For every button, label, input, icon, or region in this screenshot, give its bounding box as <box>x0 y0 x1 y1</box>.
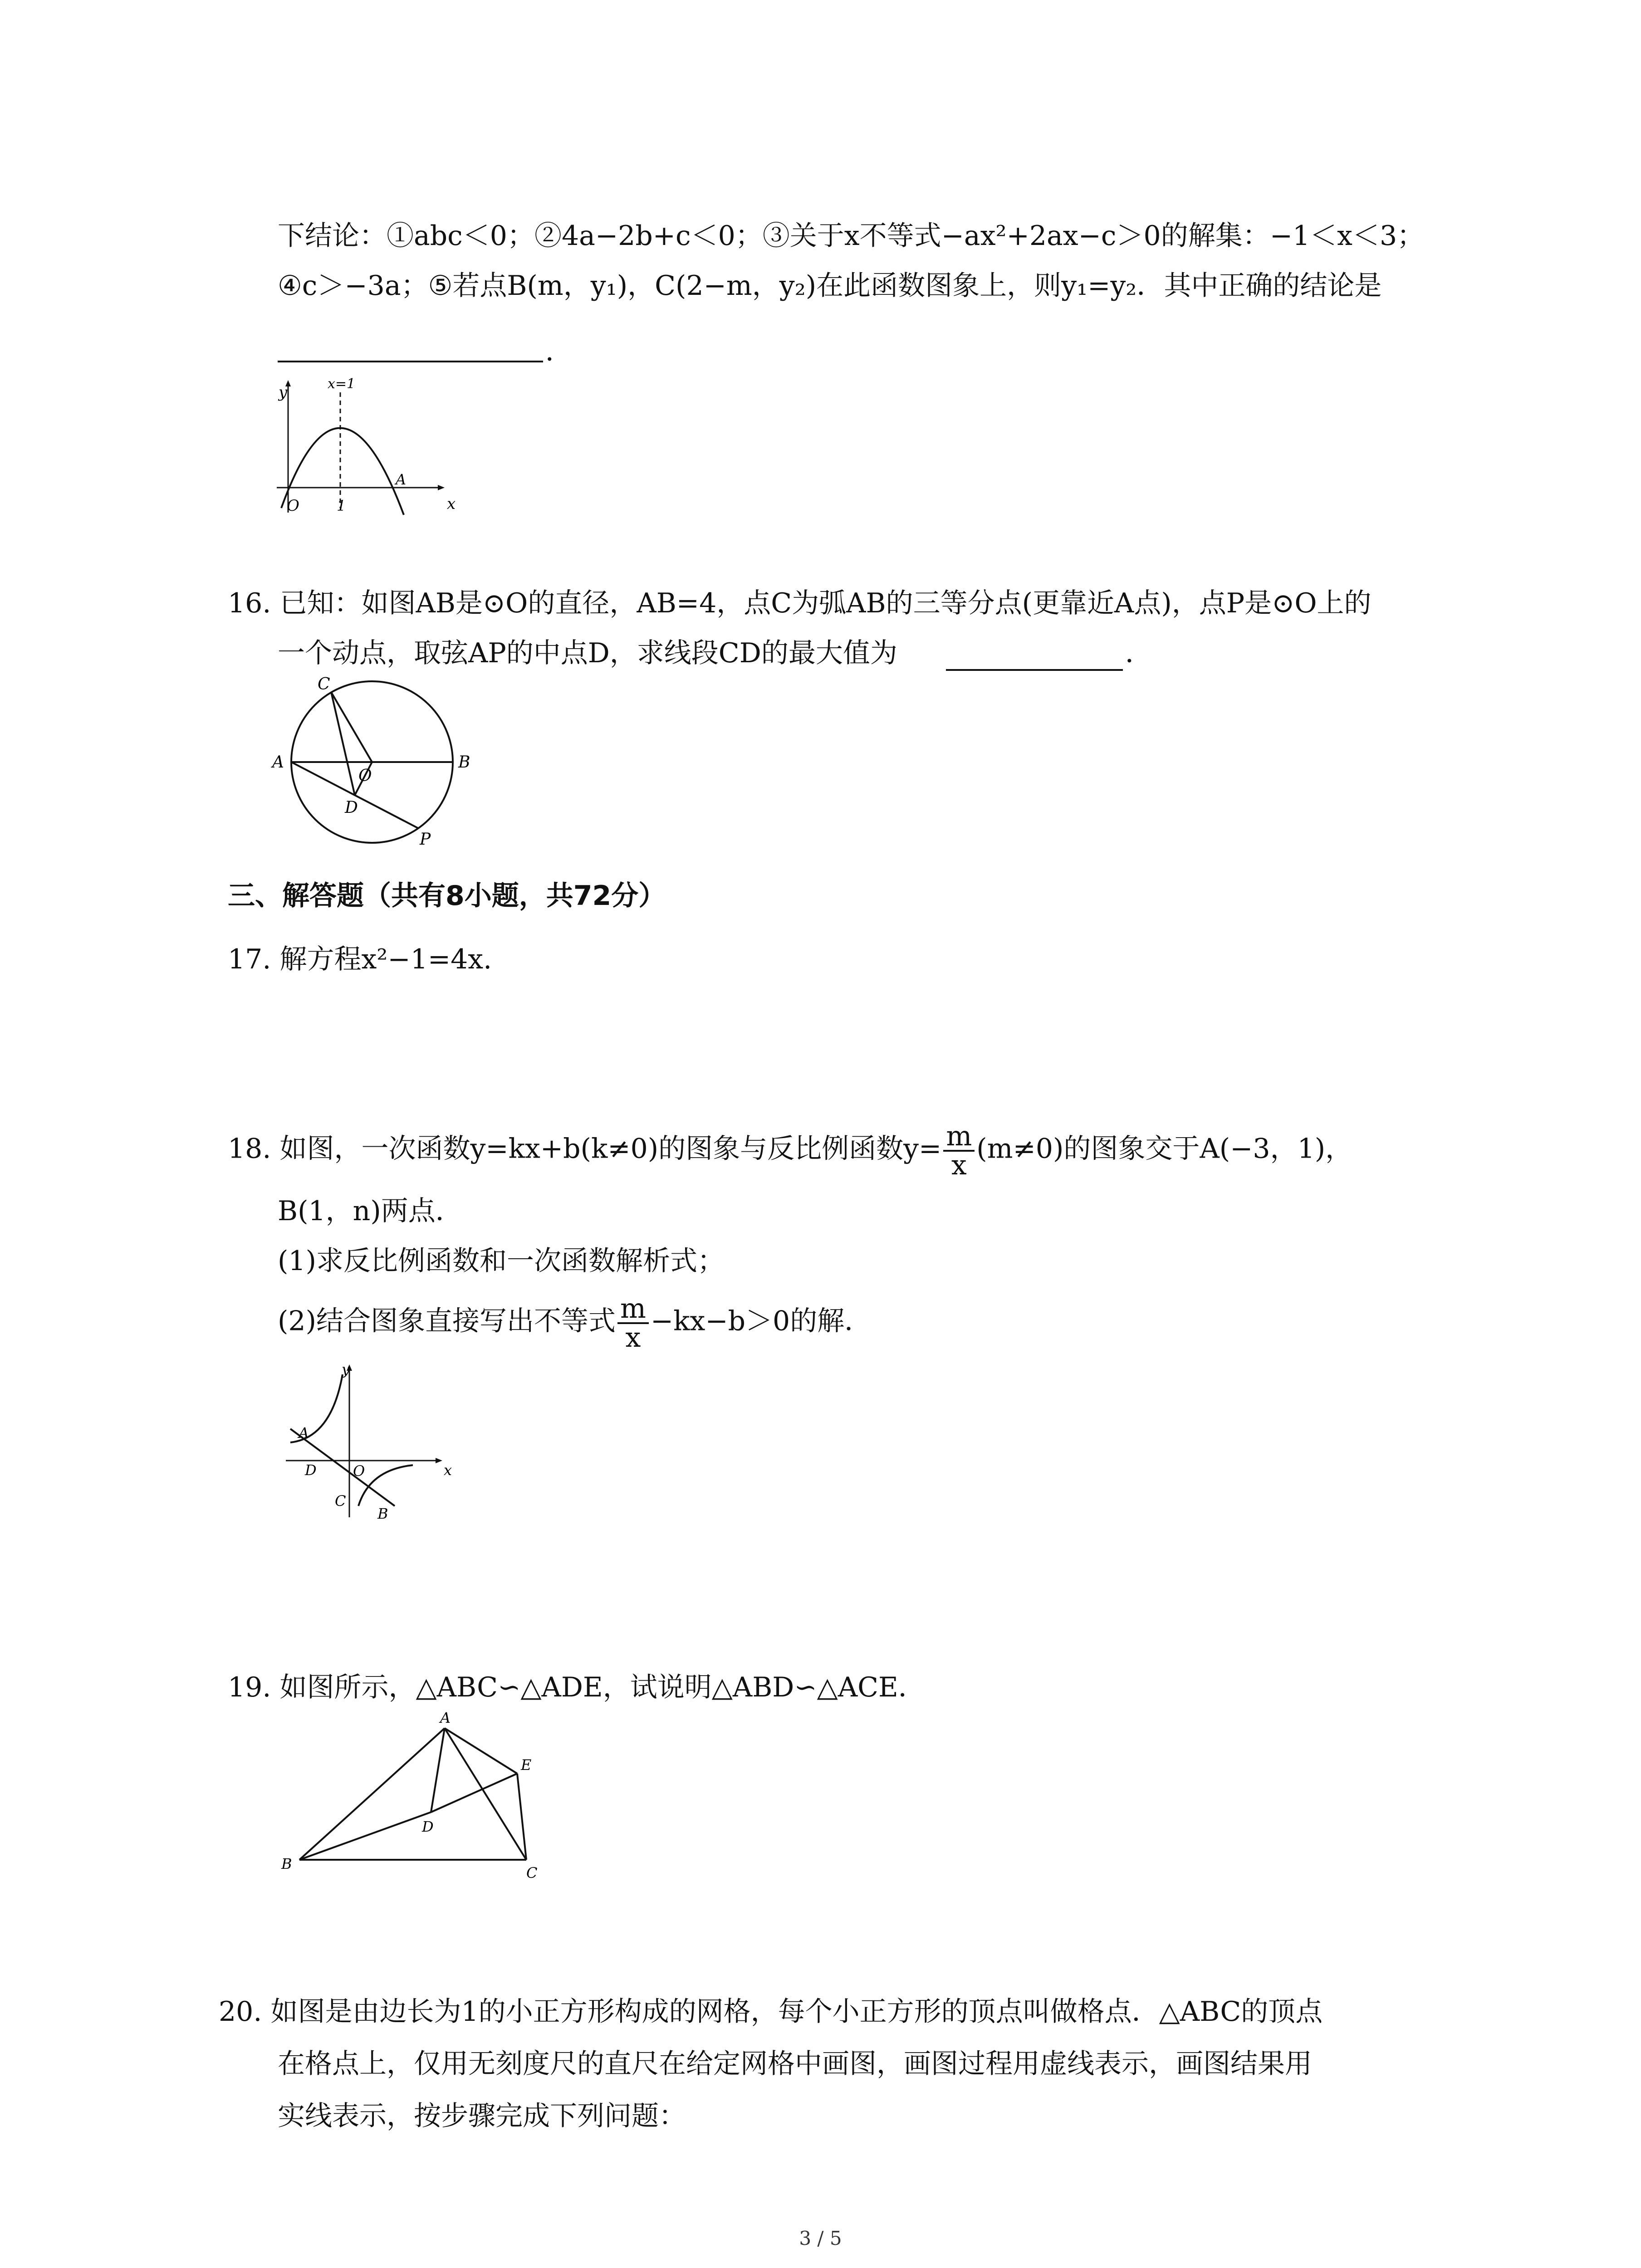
q15-line-1: 下结论：①abc＜0；②4a−2b+c＜0；③关于x不等式−ax²+2ax−c＞0的解集：−1＜x＜3； <box>278 220 1425 252</box>
q18-fig-label-o: O <box>353 1462 365 1480</box>
q15-parabola-figure <box>268 372 458 526</box>
q19-fig-label-c: C <box>526 1864 538 1882</box>
section-3-heading: 三、解答题（共有8小题，共72分） <box>228 880 666 912</box>
q16-fig-label-d: D <box>345 798 358 817</box>
q18-fig-y-label: y <box>342 1361 350 1378</box>
q16-fig-label-c: C <box>318 675 330 694</box>
q20-line-2: 在格点上，仅用无刻度尺的直尺在给定网格中画图，画图过程用虚线表示，画图结果用 <box>278 2048 1312 2080</box>
q16-line-2-end: ． <box>1125 637 1152 669</box>
q15-line-3-end: ． <box>545 336 573 367</box>
q18-line-2: B(1，n)两点． <box>278 1195 463 1227</box>
q15-fig-y-label: y <box>279 383 288 401</box>
q19-text: 19. 如图所示，△ABC∽△ADE，试说明△ABD∽△ACE． <box>228 1672 926 1703</box>
q18-fig-x-label: x <box>444 1461 452 1479</box>
q16-circle-figure <box>272 676 472 848</box>
q18-line-1: 18. 如图，一次函数y=kx+b(k≠0)的图象与反比例函数y= $\frac{m}{x}$ (m≠0)的图象交于A(−3，1)， <box>228 1120 1353 1181</box>
q19-fig-label-d: D <box>422 1818 434 1835</box>
q19-fig-label-a: A <box>440 1709 451 1726</box>
q18-line-3: (1)求反比例函数和一次函数解析式； <box>278 1245 725 1277</box>
q15-fig-sym-label: x=1 <box>328 376 356 392</box>
q16-fig-label-o: O <box>358 767 372 785</box>
q18-function-figure <box>277 1356 458 1524</box>
q16-answer-blank <box>946 669 1123 671</box>
page-number: 3 / 5 <box>799 2227 842 2249</box>
q16-line-1: 16. 已知：如图AB是⊙O的直径，AB=4，点C为弧AB的三等分点(更靠近A点)，点P是⊙O上的 <box>228 587 1372 619</box>
q16-fig-label-p: P <box>420 830 431 849</box>
q15-fig-point-a: A <box>396 471 407 488</box>
q15-answer-blank <box>278 361 543 362</box>
q19-fig-label-b: B <box>281 1855 292 1872</box>
q16-line-2: 一个动点，取弦AP的中点D，求线段CD的最大值为 <box>278 637 897 669</box>
q15-fig-tick-label: 1 <box>337 497 346 514</box>
q18-fig-label-a: A <box>299 1424 309 1442</box>
q15-line-2: ④c＞−3a；⑤若点B(m，y₁)，C(2−m，y₂)在此函数图象上，则y₁=y₂．其中正确的结论是 <box>278 270 1382 302</box>
q20-line-3: 实线表示，按步骤完成下列问题： <box>278 2100 686 2132</box>
q17-text: 17. 解方程x²−1=4x. <box>228 943 492 975</box>
q18-line-4: (2)结合图象直接写出不等式 $\frac{m}{x}$ −kx−b＞0的解． <box>278 1293 872 1354</box>
q16-fig-label-b: B <box>458 753 470 772</box>
q18-fraction-2: $\frac{m}{x}$ <box>617 1295 649 1351</box>
q19-fig-label-e: E <box>521 1756 532 1774</box>
q15-fig-origin-label: O <box>287 497 299 515</box>
q15-fig-x-label: x <box>447 495 456 513</box>
q16-fig-label-a: A <box>272 753 284 772</box>
q20-line-1: 20. 如图是由边长为1的小正方形构成的网格，每个小正方形的顶点叫做格点．△ABC的顶点 <box>219 1996 1323 2028</box>
q19-triangle-figure <box>272 1710 554 1887</box>
q18-fig-label-b: B <box>377 1505 388 1522</box>
q18-fraction-1: $\frac{m}{x}$ <box>943 1123 975 1179</box>
q18-fig-label-c: C <box>335 1492 346 1510</box>
q18-fig-label-d: D <box>305 1461 317 1479</box>
